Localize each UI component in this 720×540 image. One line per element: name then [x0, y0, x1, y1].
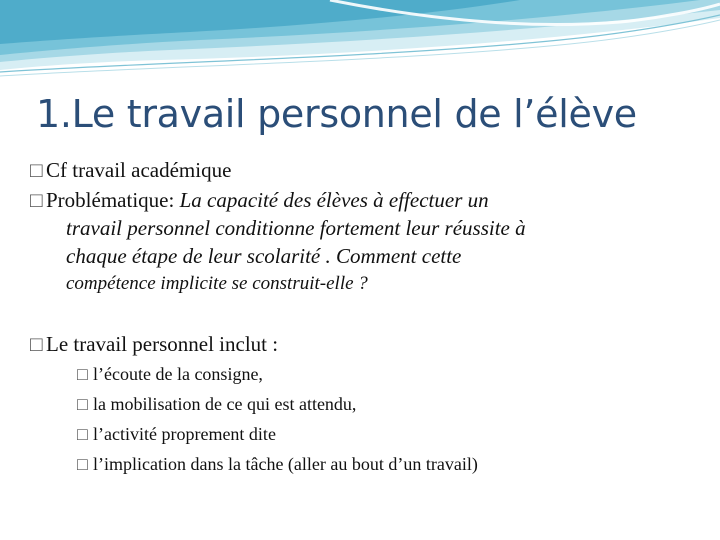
bullet-text: Le travail personnel inclut : — [46, 332, 279, 356]
bullet-icon: □ — [77, 364, 88, 384]
problematique-line-1: La capacité des élèves à effectuer un — [179, 188, 489, 212]
bullet-icon: □ — [77, 424, 88, 444]
sub-bullet-list — [30, 359, 700, 479]
bullet-icon: □ — [30, 332, 43, 356]
slide-body — [30, 155, 700, 479]
problematique-label: Problématique: — [46, 188, 180, 212]
sub-bullet-text: l’écoute de la consigne, — [93, 364, 263, 384]
bullet-item — [30, 155, 700, 185]
sub-bullet-item — [77, 389, 700, 419]
bullet-text-problematique — [46, 185, 700, 215]
header-wave-decoration — [0, 0, 720, 90]
bullet-text: Cf travail académique — [46, 158, 232, 182]
problematique-line-4: compétence implicite se construit-elle ? — [66, 273, 368, 294]
sub-bullet-item — [77, 419, 700, 449]
bullet-item — [30, 329, 700, 359]
problematique-line-3: chaque étape de leur scolarité . Comment cette — [66, 244, 462, 268]
bullet-icon: □ — [77, 394, 88, 414]
slide-title: 1.Le travail personnel de l’élève — [36, 92, 637, 136]
bullet-icon: □ — [30, 158, 43, 182]
bullet-icon: □ — [77, 454, 88, 474]
bullet-item — [30, 185, 700, 215]
problematique-line-2: travail personnel conditionne fortement leur réussite à — [66, 216, 526, 240]
sub-bullet-item — [77, 449, 700, 479]
sub-bullet-text: la mobilisation de ce qui est attendu, — [93, 394, 357, 414]
sub-bullet-item — [77, 359, 700, 389]
sub-bullet-text: l’implication dans la tâche (aller au bout d’un travail) — [93, 454, 478, 474]
bullet-icon: □ — [30, 188, 43, 212]
sub-bullet-text: l’activité proprement dite — [93, 424, 276, 444]
